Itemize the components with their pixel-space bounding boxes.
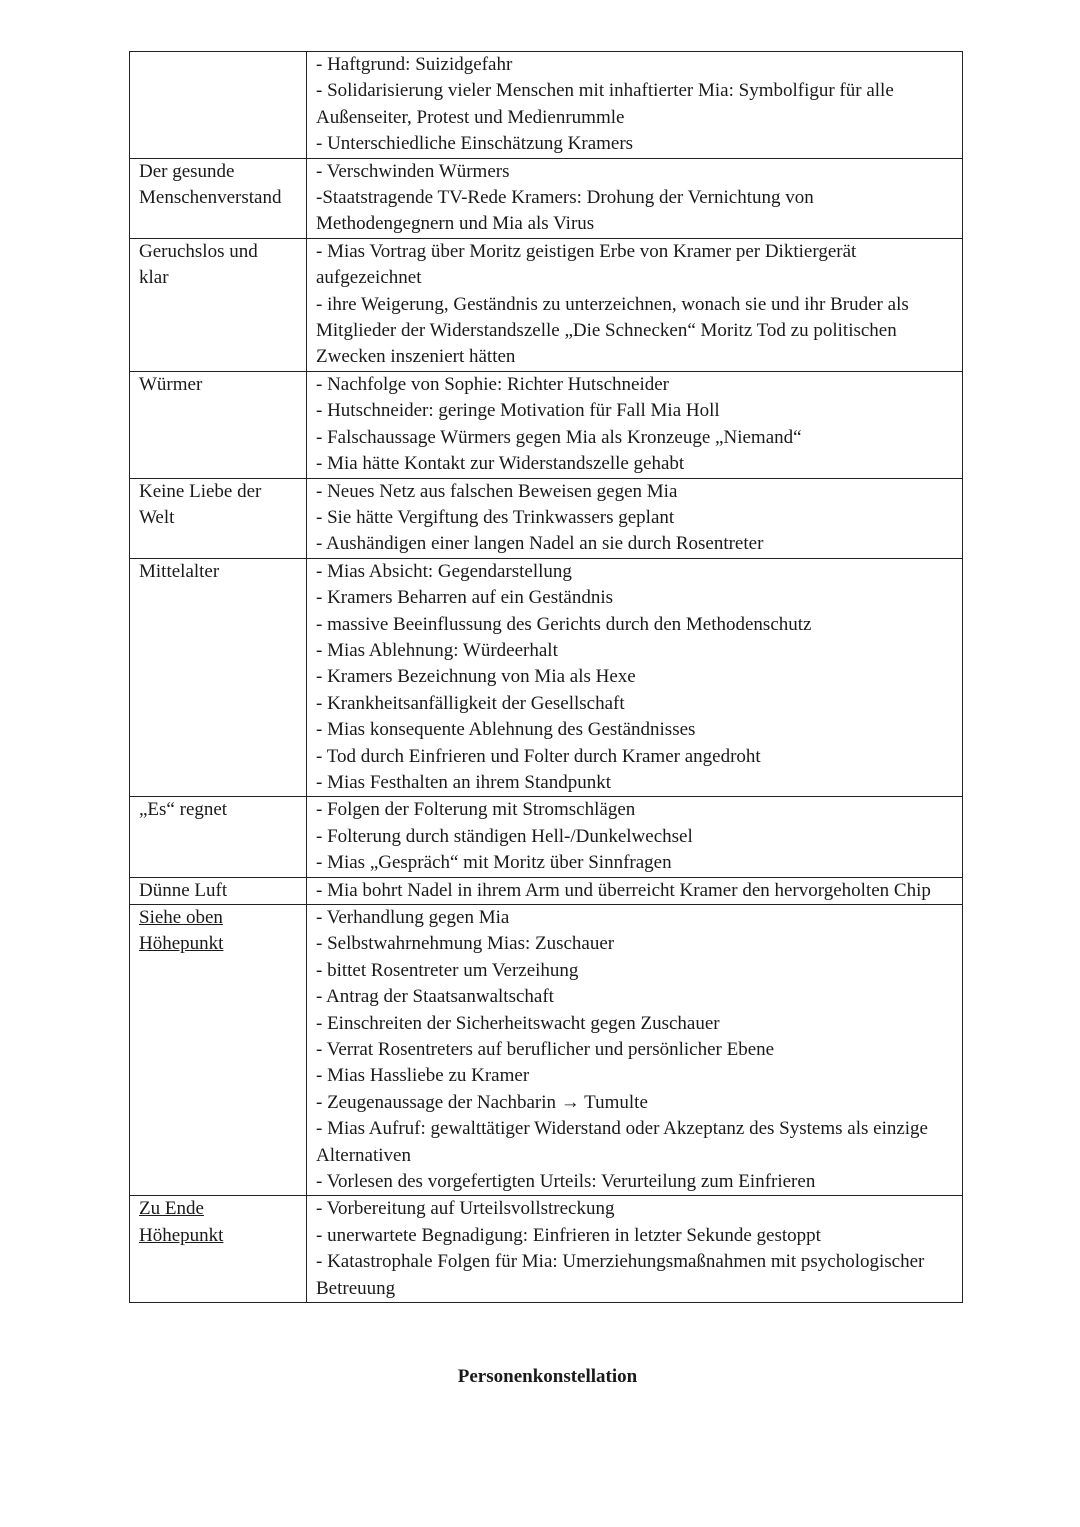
list-item: - Sie hätte Vergiftung des Trinkwassers geplant [316, 506, 675, 528]
table-row [130, 158, 963, 238]
content-cell [307, 52, 963, 159]
chapter-title-line: Höhepunkt [139, 933, 224, 955]
chapter-title-line: Menschenverstand [139, 187, 282, 209]
chapter-cell [130, 905, 307, 1196]
list-item: - Einschreiten der Sicherheitswacht gegen Zuschauer [316, 1012, 720, 1034]
list-item: - Tod durch Einfrieren und Folter durch Kramer angedroht [316, 745, 761, 767]
list-item: - bittet Rosentreter um Verzeihung [316, 959, 579, 981]
list-item: - Verschwinden Würmers [316, 160, 510, 182]
list-item: - Vorlesen des vorgefertigten Urteils: Verurteilung zum Einfrieren [316, 1171, 816, 1193]
chapter-cell [130, 797, 307, 877]
chapter-title-line: Höhepunkt [139, 1224, 224, 1246]
chapter-title-line: Würmer [139, 373, 203, 395]
table-row [130, 371, 963, 478]
table-row [130, 558, 963, 797]
list-item: - ihre Weigerung, Geständnis zu unterzeichnen, wonach sie und ihr Bruder als Mitglieder der Widerstandszelle „Die Schnecken“ Moritz Tod zu politischen Zwecken inszeniert hätten [316, 293, 909, 368]
table-row [130, 1196, 963, 1303]
list-item: - Mias Ablehnung: Würdeerhalt [316, 639, 558, 661]
list-item: - Verrat Rosentreters auf beruflicher und persönlicher Ebene [316, 1039, 775, 1061]
list-item: - Mia hätte Kontakt zur Widerstandszelle gehabt [316, 453, 685, 475]
table-row [130, 238, 963, 371]
list-item: - Krankheitsanfälligkeit der Gesellschaft [316, 692, 625, 714]
chapter-title-line: Mittelalter [139, 560, 220, 582]
list-item: - Katastrophale Folgen für Mia: Umerziehungsmaßnahmen mit psychologischer Betreuung [316, 1251, 925, 1299]
list-item: - Selbstwahrnehmung Mias: Zuschauer [316, 933, 615, 955]
list-item: - Unterschiedliche Einschätzung Kramers [316, 133, 634, 155]
table-row [130, 877, 963, 904]
list-item: - Mias Festhalten an ihrem Standpunkt [316, 771, 611, 793]
list-item: - Zeugenaussage der Nachbarin → Tumulte [316, 1091, 648, 1113]
list-item: - unerwartete Begnadigung: Einfrieren in letzter Sekunde gestoppt [316, 1224, 821, 1246]
list-item: - Mia bohrt Nadel in ihrem Arm und überreicht Kramer den hervorgeholten Chip [316, 879, 931, 901]
chapter-cell [130, 877, 307, 904]
chapter-title-line: Geruchslos und [139, 240, 258, 262]
list-item: - Folgen der Folterung mit Stromschlägen [316, 799, 636, 821]
list-item: - Mias Hassliebe zu Kramer [316, 1065, 530, 1087]
list-item: - Haftgrund: Suizidgefahr [316, 54, 513, 75]
content-cell [307, 371, 963, 478]
list-item: - Kramers Bezeichnung von Mia als Hexe [316, 666, 636, 688]
chapter-title-line: Der gesunde [139, 160, 235, 182]
content-cell [307, 877, 963, 904]
section-heading: Personenkonstellation [457, 1366, 638, 1387]
list-item: -Staatstragende TV-Rede Kramers: Drohung der Vernichtung von Methodengegnern und Mia als Virus [316, 187, 814, 235]
chapter-title-line: Keine Liebe der [139, 480, 262, 502]
content-cell [307, 797, 963, 877]
content-cell [307, 1196, 963, 1303]
list-item: - Kramers Beharren auf ein Geständnis [316, 587, 614, 609]
chapter-title-line: Siehe oben [139, 907, 223, 928]
list-item: - Mias konsequente Ablehnung des Geständnisses [316, 719, 696, 741]
list-item: - Nachfolge von Sophie: Richter Hutschneider [316, 373, 669, 395]
content-cell [307, 158, 963, 238]
list-item: - Aushändigen einer langen Nadel an sie durch Rosentreter [316, 533, 764, 555]
chapter-title-line: „Es“ regnet [139, 799, 228, 821]
chapter-cell [130, 371, 307, 478]
list-item: - Hutschneider: geringe Motivation für Fall Mia Holl [316, 400, 720, 422]
list-item: - Vorbereitung auf Urteilsvollstreckung [316, 1198, 615, 1220]
chapter-cell [130, 478, 307, 558]
chapter-title-line: Welt [139, 506, 175, 528]
list-item: - Mias Vortrag über Moritz geistigen Erbe von Kramer per Diktiergerät aufgezeichnet [316, 240, 857, 289]
chapter-title-line: Zu Ende [139, 1198, 204, 1220]
list-item: - Neues Netz aus falschen Beweisen gegen Mia [316, 480, 678, 502]
content-cell [307, 478, 963, 558]
chapter-title-line: Dünne Luft [139, 879, 228, 901]
list-item: - Verhandlung gegen Mia [316, 907, 510, 928]
table-row [130, 52, 963, 159]
content-cell [307, 558, 963, 797]
list-item: - Mias Absicht: Gegendarstellung [316, 560, 572, 582]
chapter-cell [130, 1196, 307, 1303]
list-item: - Mias „Gespräch“ mit Moritz über Sinnfragen [316, 852, 672, 874]
chapter-cell [130, 52, 307, 159]
chapter-title-line: klar [139, 267, 169, 289]
content-cell [307, 238, 963, 371]
table-row [130, 478, 963, 558]
list-item: - massive Beeinflussung des Gerichts durch den Methodenschutz [316, 613, 812, 635]
chapter-cell [130, 238, 307, 371]
list-item: - Folterung durch ständigen Hell-/Dunkelwechsel [316, 825, 693, 847]
table-body [130, 52, 963, 1303]
list-item: - Antrag der Staatsanwaltschaft [316, 986, 554, 1008]
table-row [130, 905, 963, 1196]
list-item: - Solidarisierung vieler Menschen mit inhaftierter Mia: Symbolfigur für alle Außenseiter, Protest und Medienrummle [316, 80, 894, 128]
content-cell [307, 905, 963, 1196]
chapter-cell [130, 558, 307, 797]
list-item: - Falschaussage Würmers gegen Mia als Kronzeuge „Niemand“ [316, 426, 802, 448]
table-row [130, 797, 963, 877]
chapter-cell [130, 158, 307, 238]
chapter-summary-table [129, 51, 963, 1303]
list-item: - Mias Aufruf: gewalttätiger Widerstand oder Akzeptanz des Systems als einzige Alternativen [316, 1118, 928, 1166]
